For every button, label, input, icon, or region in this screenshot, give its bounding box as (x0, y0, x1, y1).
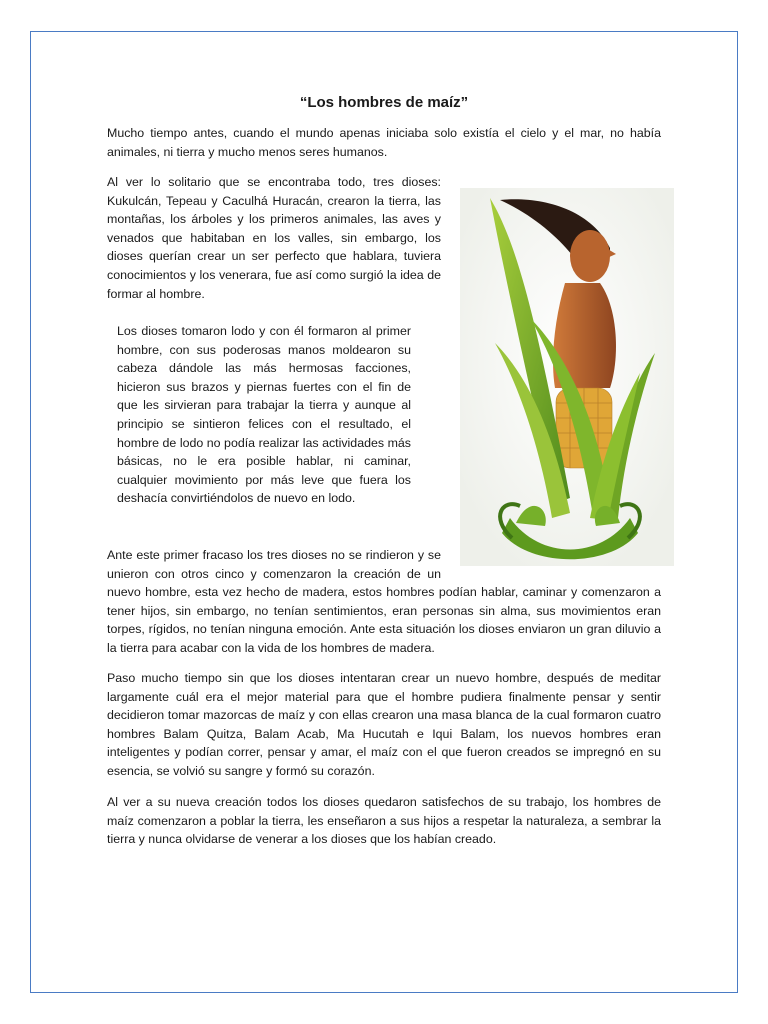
paragraph-corn-men: Paso mucho tiempo sin que los dioses intentaran crear un nuevo hombre, después de meditar largamente cuál era el mejor material para que el hombre pudiera finalmente pensar y sentir decidieron tomar mazorcas de maíz y con ellas crearon una masa blanca de la cual formaron cuatro hombres Balam Quitza, Balam Acab, Ma Hucutah e Iqui Balam, los nuevos hombres eran inteligentes y podían correr, pensar y amar, el maíz con el que fueron creados se impregnó en su esencia, se volvió su sangre y formó su corazón. (107, 671, 661, 778)
paragraph-wood-man-start: Ante este primer fracaso los tres dioses no se rindieron y se unieron con otros cinco y comenzaron la creación de un (107, 548, 441, 581)
corn-man-illustration (460, 188, 674, 566)
paragraph-three-gods: Al ver lo solitario que se encontraba todo, tres dioses: Kukulcán, Tepeau y Caculhá Huracán, crearon la tierra, las montañas, los árboles y los primeros animales, las aves y venados que habitaban en los valles, sin embargo, los dioses querían crear un ser perfecto que hablara, tuviera conocimientos y los venerara, fue así como surgió la idea de formar al hombre. (107, 175, 441, 301)
paragraph-wood-man-cont: nuevo hombre, esta vez hecho de madera, estos hombres podían hablar, caminar y comenzaron a tener hijos, sin embargo, no tenían sentimientos, eran personas sin alma, sus movimientos eran torpes, rígidos, no tenían ninguna emoción. Ante esta situación los dioses enviaron un gran diluvio a la tierra para acabar con la vida de los hombres de madera. (107, 585, 661, 655)
paragraph-intro: Mucho tiempo antes, cuando el mundo apenas iniciaba solo existía el cielo y el mar, no había animales, ni tierra y mucho menos seres humanos. (107, 126, 661, 159)
document-title: “Los hombres de maíz” (299, 94, 469, 111)
paragraph-mud-man: Los dioses tomaron lodo y con él formaron al primer hombre, con sus poderosas manos moldearon su cabeza dándole las más hermosas facciones, hicieron sus brazos y piernas fuertes con el fin de que les sirvieran para trabajar la tierra y aunque al principio se sintieron felices con el resultado, el hombre de lodo no podía realizar las actividades más básicas, no le era posible hablar, ni caminar, cualquier movimiento por más leve que fuera los deshacía convirtiéndolos de nuevo en lodo. (117, 324, 411, 506)
paragraph-ending: Al ver a su nueva creación todos los dioses quedaron satisfechos de su trabajo, los hombres de maíz comenzaron a poblar la tierra, les enseñaron a sus hijos a respetar la naturaleza, a sembrar la tierra y nunca olvidarse de venerar a los dioses que los habían creado. (107, 795, 661, 847)
